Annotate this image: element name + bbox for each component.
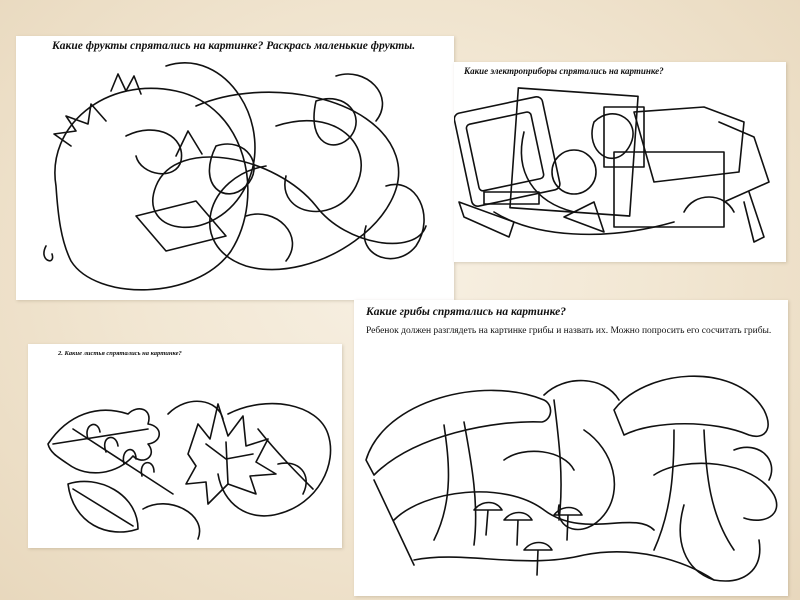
leaves-worksheet bbox=[28, 344, 342, 548]
appliances-worksheet-title: Какие электроприборы спрятались на картинке? bbox=[464, 66, 664, 76]
appliances-hidden-picture bbox=[454, 62, 786, 262]
leaves-worksheet-title: 2. Какие листья спрятались на картинке? bbox=[58, 350, 182, 357]
fruits-hidden-picture bbox=[16, 36, 454, 300]
mushrooms-worksheet-title: Какие грибы спрятались на картинке? bbox=[366, 306, 566, 318]
leaves-hidden-picture bbox=[28, 344, 342, 548]
appliances-worksheet bbox=[454, 62, 786, 262]
mushrooms-worksheet bbox=[354, 300, 788, 596]
fruits-worksheet bbox=[16, 36, 454, 300]
mushrooms-worksheet-instructions: Ребенок должен разглядеть на картинке грибы и назвать их. Можно попросить его сосчитать грибы. bbox=[366, 326, 772, 336]
fruits-worksheet-title: Какие фрукты спрятались на картинке? Раскрась маленькие фрукты. bbox=[52, 40, 416, 52]
mushrooms-hidden-picture bbox=[354, 300, 788, 596]
